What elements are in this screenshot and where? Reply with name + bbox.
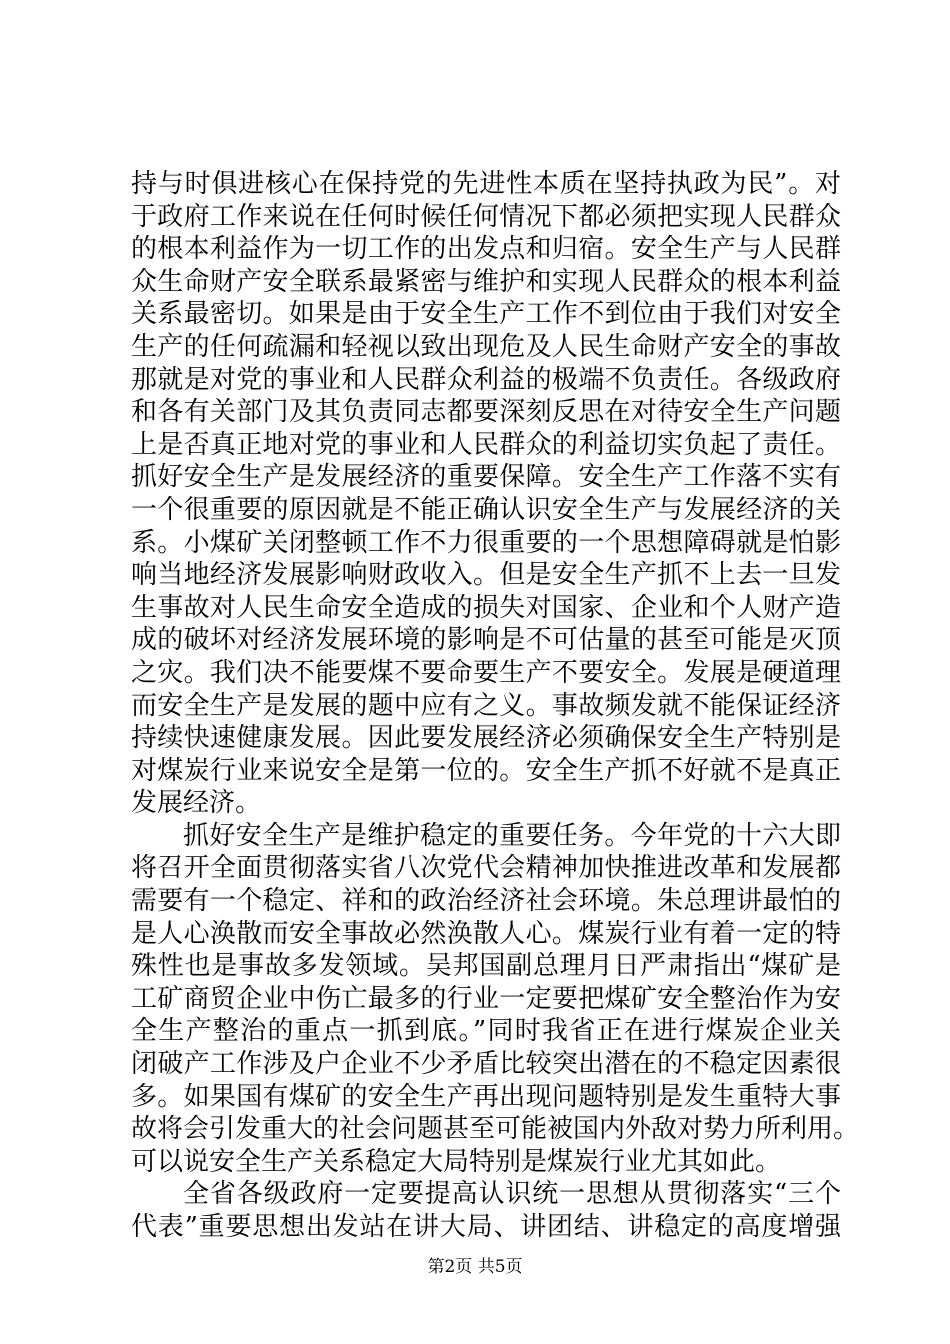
- text-line: 将召开全面贯彻落实省八次党代会精神加快推进改革和发展都: [131, 853, 841, 884]
- text-line: 成的破坏对经济发展环境的影响是不可估量的甚至可能是灭顶: [131, 625, 841, 656]
- body-text: [131, 168, 860, 1244]
- text-line: 发展经济。: [131, 788, 262, 819]
- text-line: 生产的任何疏漏和轻视以致出现危及人民生命财产安全的事故: [131, 331, 841, 362]
- paragraph-first-line: 抓好安全生产是维护稳定的重要任务。今年党的十六大即: [183, 820, 841, 851]
- text-line: 是人心涣散而安全事故必然涣散人心。煤炭行业有着一定的特: [131, 918, 841, 949]
- text-line: 那就是对党的事业和人民群众利益的极端不负责任。各级政府: [131, 364, 841, 395]
- text-line: 故将会引发重大的社会问题甚至可能被国内外敌对势力所利用。: [131, 1114, 860, 1145]
- text-line: 而安全生产是发展的题中应有之义。事故频发就不能保证经济: [131, 690, 841, 721]
- text-line: 一个很重要的原因就是不能正确认识安全生产与发展经济的关: [131, 494, 841, 525]
- text-line: 可以说安全生产关系稳定大局特别是煤炭行业尤其如此。: [131, 1146, 782, 1177]
- text-line: 抓好安全生产是发展经济的重要保障。安全生产工作落不实有: [131, 462, 841, 493]
- text-line: 之灾。我们决不能要煤不要命要生产不要安全。发展是硬道理: [131, 657, 841, 688]
- text-line: 生事故对人民生命安全造成的损失对国家、企业和个人财产造: [131, 592, 841, 623]
- text-line: 于政府工作来说在任何时候任何情况下都必须把实现人民群众: [131, 201, 841, 232]
- text-line: 众生命财产安全联系最紧密与维护和实现人民群众的根本利益: [131, 266, 841, 297]
- paragraph-first-line: 全省各级政府一定要提高认识统一思想从贯彻落实“三个: [183, 1179, 841, 1210]
- text-line: 代表”重要思想出发站在讲大局、讲团结、讲稳定的高度增强: [131, 1212, 841, 1242]
- text-line: 对煤炭行业来说安全是第一位的。安全生产抓不好就不是真正: [131, 755, 841, 786]
- text-line: 上是否真正地对党的事业和人民群众的利益切实负起了责任。: [131, 429, 841, 460]
- text-line: 持与时俱进核心在保持党的先进性本质在坚持执政为民”。对: [131, 169, 841, 199]
- text-line: 关系最密切。如果是由于安全生产工作不到位由于我们对安全: [131, 299, 841, 330]
- text-line: 的根本利益作为一切工作的出发点和归宿。安全生产与人民群: [131, 234, 841, 265]
- text-line: 闭破产工作涉及户企业不少矛盾比较突出潜在的不稳定因素很: [131, 1049, 841, 1080]
- text-line: 持续快速健康发展。因此要发展经济必须确保安全生产特别是: [131, 723, 841, 754]
- text-line: 殊性也是事故多发领域。吴邦国副总理月日严肃指出“煤矿是: [131, 951, 841, 982]
- text-line: 响当地经济发展影响财政收入。但是安全生产抓不上去一旦发: [131, 560, 841, 591]
- text-line: 和各有关部门及其负责同志都要深刻反思在对待安全生产问题: [131, 397, 841, 428]
- text-line: 全生产整治的重点一抓到底。”同时我省正在进行煤炭企业关: [131, 1016, 841, 1047]
- text-line: 需要有一个稳定、祥和的政治经济社会环境。朱总理讲最怕的: [131, 886, 841, 917]
- page-number-footer: 第2页 共5页: [427, 1257, 523, 1277]
- text-line: 系。小煤矿关闭整顿工作不力很重要的一个思想障碍就是怕影: [131, 527, 841, 558]
- text-line: 工矿商贸企业中伤亡最多的行业一定要把煤矿安全整治作为安: [131, 983, 841, 1014]
- text-line: 多。如果国有煤矿的安全生产再出现问题特别是发生重特大事: [131, 1081, 841, 1112]
